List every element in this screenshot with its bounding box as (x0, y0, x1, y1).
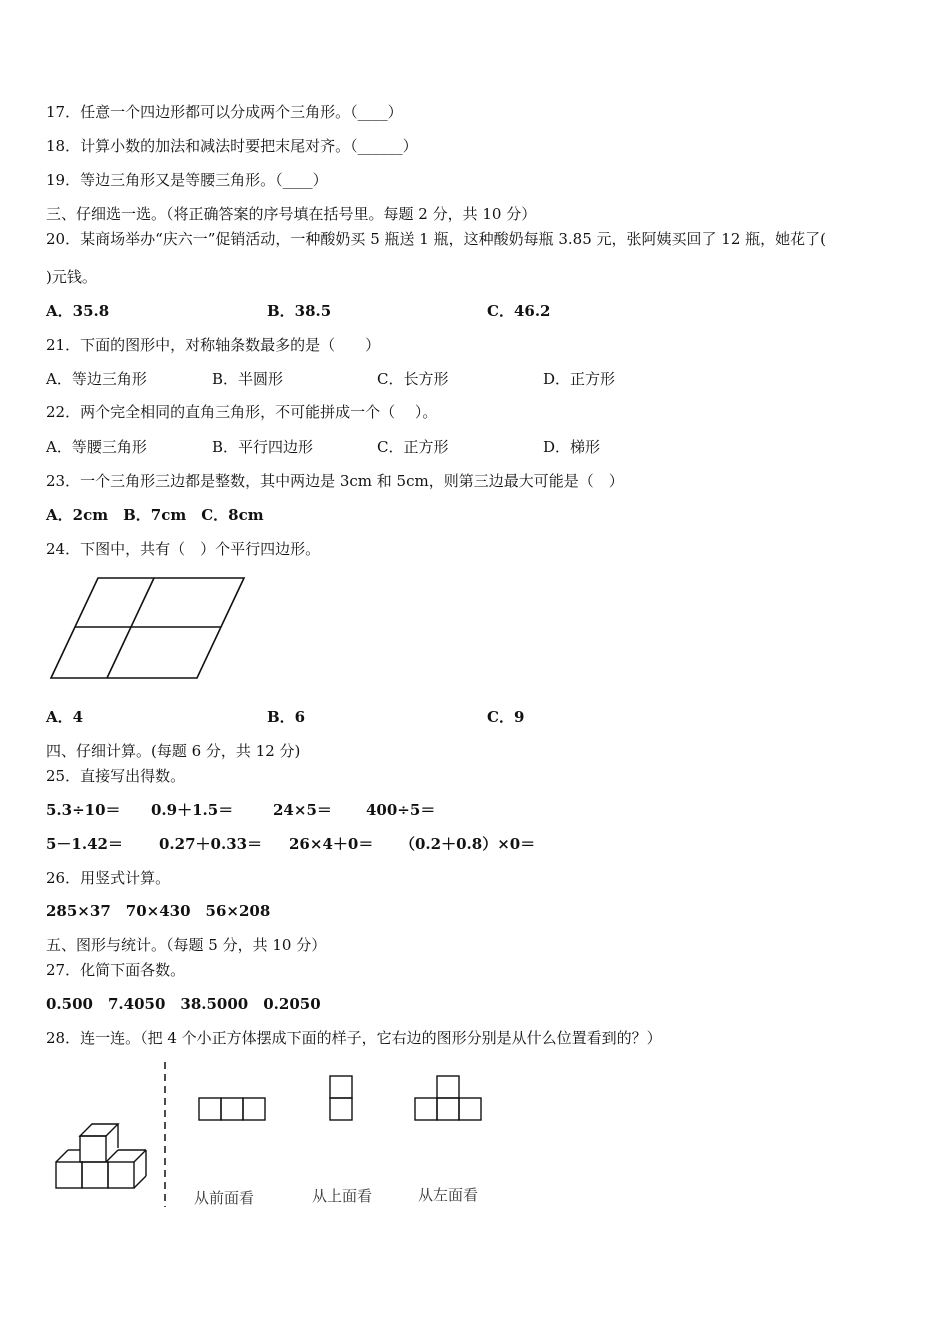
q20-option-b: B．38.5 (267, 302, 332, 320)
q20-option-a: A．35.8 (46, 302, 110, 320)
calc-item: 5.3÷10＝ (46, 801, 121, 819)
view-label-top: 从上面看 (312, 1187, 373, 1205)
question-20: 20．某商场举办“庆六一”促销活动，一种酸奶买 5 瓶送 1 瓶，这种酸奶每瓶 3.85 元，张阿姨买回了 12 瓶，她花了( (46, 230, 826, 248)
calc-item: （0.2＋0.8）×0＝ (400, 835, 536, 853)
calc-item: 26×4＋0＝ (289, 835, 374, 853)
view-label-front: 从前面看 (194, 1189, 255, 1207)
calc-item: 0.27＋0.33＝ (159, 835, 263, 853)
question-18: 18．计算小数的加法和减法时要把末尾对齐。（______） (46, 137, 418, 155)
q24-option-a: A．4 (46, 708, 84, 726)
q21-option-a: A．等边三角形 (46, 370, 147, 388)
front-view-figure (197, 1096, 267, 1122)
calc-item: 24×5＝ (273, 801, 332, 819)
cube-stack-figure (50, 1118, 150, 1193)
q22-option-c: C．正方形 (377, 438, 449, 456)
q22-option-a: A．等腰三角形 (46, 438, 147, 456)
q24-option-b: B．6 (267, 708, 306, 726)
calc-item: 5－1.42＝ (46, 835, 123, 853)
question-25: 25．直接写出得数。 (46, 767, 186, 785)
q24-option-c: C．9 (487, 708, 525, 726)
question-23: 23．一个三角形三边都是整数，其中两边是 3cm 和 5cm，则第三边最大可能是（ ） (46, 472, 624, 490)
q22-option-d: D．梯形 (543, 438, 601, 456)
q21-option-d: D．正方形 (543, 370, 616, 388)
question-28: 28．连一连。（把 4 个小正方体摆成下面的样子，它右边的图形分别是从什么位置看到的？） (46, 1029, 662, 1047)
calc-item: 0.9＋1.5＝ (151, 801, 234, 819)
q23-options: A．2cm B．7cm C．8cm (46, 506, 264, 524)
section-3-heading: 三、仔细选一选。（将正确答案的序号填在括号里。每题 2 分，共 10 分） (46, 205, 537, 223)
q20-option-c: C．46.2 (487, 302, 551, 320)
left-view-figure (413, 1074, 483, 1122)
question-20-continued: )元钱。 (46, 268, 97, 286)
question-17: 17．任意一个四边形都可以分成两个三角形。（____） (46, 103, 403, 121)
question-26: 26．用竖式计算。 (46, 869, 171, 887)
question-19: 19．等边三角形又是等腰三角形。（____） (46, 171, 328, 189)
q27-items: 0.500 7.4050 38.5000 0.2050 (46, 995, 321, 1013)
question-22: 22．两个完全相同的直角三角形，不可能拼成一个（ ）。 (46, 403, 438, 421)
parallelogram-figure (46, 572, 250, 682)
dashed-divider (160, 1062, 170, 1207)
q21-option-b: B．半圆形 (212, 370, 284, 388)
q26-items: 285×37 70×430 56×208 (46, 902, 271, 920)
calc-item: 400÷5＝ (366, 801, 436, 819)
q22-option-b: B．平行四边形 (212, 438, 314, 456)
view-label-left: 从左面看 (418, 1186, 479, 1204)
section-5-heading: 五、图形与统计。（每题 5 分，共 10 分） (46, 936, 327, 954)
top-view-figure (328, 1074, 354, 1122)
q21-option-c: C．长方形 (377, 370, 449, 388)
section-4-heading: 四、仔细计算。(每题 6 分，共 12 分) (46, 742, 301, 760)
question-27: 27．化简下面各数。 (46, 961, 186, 979)
question-21: 21．下面的图形中，对称轴条数最多的是（ ） (46, 336, 381, 354)
question-24: 24．下图中，共有（ ）个平行四边形。 (46, 540, 321, 558)
